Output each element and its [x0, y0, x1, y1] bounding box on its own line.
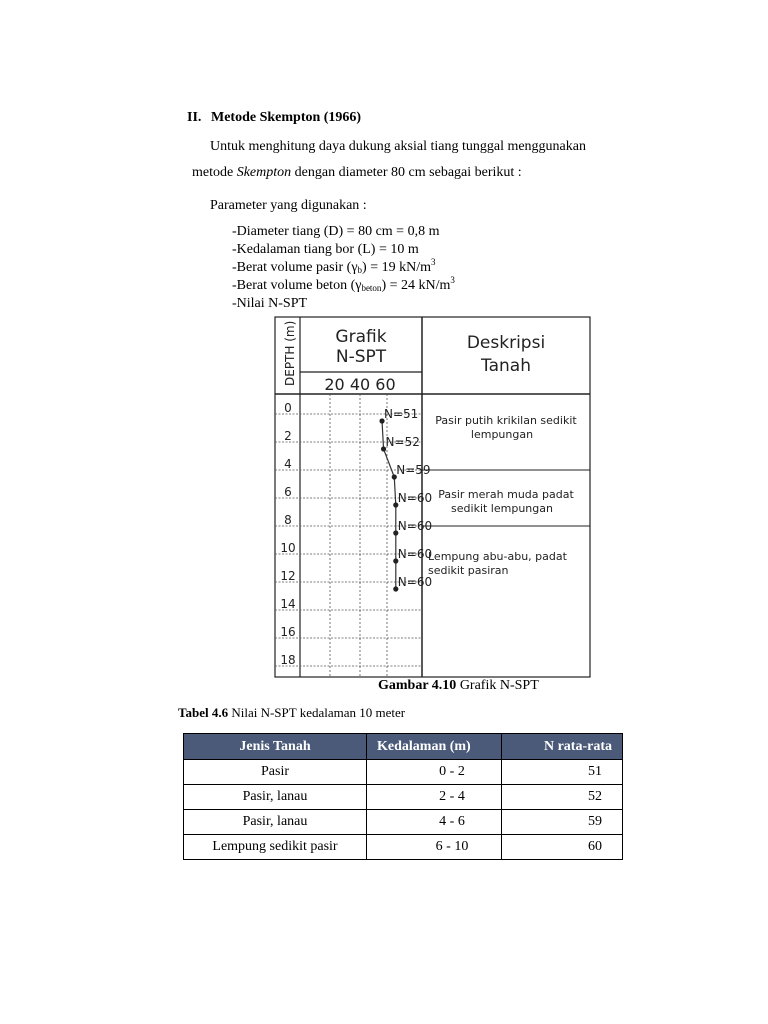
section-title: Metode Skempton (1966) — [211, 110, 362, 125]
desc-line-1: Lempung abu-abu, padat — [428, 550, 567, 563]
depth-tick-label: 18 — [280, 653, 296, 667]
nspt-point-label: N=60 — [397, 519, 433, 533]
depth-tick-label: 4 — [284, 457, 292, 471]
table-row — [184, 835, 623, 860]
desc-line-2: lempungan — [470, 428, 534, 441]
cell-n-average: 52 — [502, 785, 623, 810]
desc-line-1: Pasir putih krikilan sedikit — [435, 414, 577, 427]
cell-n-average: 59 — [502, 810, 623, 835]
table-caption-number: Tabel 4.6 — [178, 705, 229, 720]
desc-line-2: sedikit lempungan — [451, 502, 553, 515]
desc-title-line-2: Tanah — [481, 356, 531, 376]
cell-n-average: 51 — [502, 760, 623, 785]
cell-soil-type: Lempung sedikit pasir — [184, 835, 367, 860]
soil-descriptions — [422, 414, 590, 577]
intro-line-1: Untuk menghitung daya dukung aksial tiang tunggal menggunakan — [210, 139, 586, 154]
depth-tick-label: 2 — [284, 429, 292, 443]
depth-tick-label: 0 — [284, 401, 292, 415]
table-row — [184, 810, 623, 835]
graph-title-line-2: N-SPT — [335, 347, 387, 367]
section-number: II. — [187, 110, 202, 125]
intro-line-2-pre: metode — [192, 165, 237, 180]
nspt-figure — [274, 316, 592, 678]
depth-axis-label: DEPTH (m) — [283, 320, 297, 386]
nspt-scale-label: 20 40 60 — [324, 375, 396, 394]
nspt-point-label: N=60 — [397, 547, 433, 561]
depth-tick-label: 12 — [280, 569, 296, 583]
cell-depth: 0 - 2 — [367, 760, 502, 785]
params-list — [232, 223, 455, 313]
figure-caption-text: Grafik N-SPT — [456, 678, 539, 693]
intro-line-2 — [192, 163, 522, 183]
depth-tick-label: 10 — [280, 541, 296, 555]
table-row — [184, 785, 623, 810]
desc-title-line-1: Deskripsi — [466, 333, 546, 353]
header-n-average: N rata-rata — [502, 734, 623, 760]
cell-depth: 6 - 10 — [367, 835, 502, 860]
cell-depth: 2 - 4 — [367, 785, 502, 810]
param-concrete-unit-weight: -Berat volume beton $(\gamma_{beton}) = 24$ $kN/m^3$ — [232, 275, 455, 293]
cell-soil-type: Pasir, lanau — [184, 810, 367, 835]
intro-method-name: Skempton — [236, 165, 292, 180]
header-soil-type: Jenis Tanah — [184, 734, 367, 760]
nspt-point-label: N=51 — [384, 407, 419, 421]
depth-tick-label: 14 — [280, 597, 296, 611]
cell-soil-type: Pasir, lanau — [184, 785, 367, 810]
cell-n-average: 60 — [502, 835, 623, 860]
depth-tick-label: 8 — [284, 513, 292, 527]
table-caption — [178, 705, 405, 721]
desc-line-1: Pasir merah muda padat — [438, 488, 574, 501]
param-nspt: -Nilai N-SPT — [232, 296, 308, 311]
cell-depth: 4 - 6 — [367, 810, 502, 835]
figure-caption-number: Gambar 4.10 — [378, 678, 457, 693]
params-title: Parameter yang digunakan : — [210, 198, 367, 213]
depth-ticks — [280, 401, 295, 667]
nspt-point-label: N=60 — [397, 575, 433, 589]
table-row — [184, 760, 623, 785]
intro-line-2-post: dengan diameter 80 cm sebagai berikut : — [291, 165, 522, 180]
nspt-point-label: N=60 — [397, 491, 433, 505]
figure-caption — [378, 678, 539, 694]
param-diameter: -Diameter tiang (D) = 80 cm = 0,8 m — [232, 224, 440, 239]
section-heading — [187, 110, 361, 126]
param-sand-unit-weight: -Berat volume pasir $(\gamma_b) = 19$ $kN/m^3$ — [232, 257, 436, 275]
header-depth: Kedalaman (m) — [367, 734, 502, 760]
table-header-row — [184, 734, 623, 760]
depth-tick-label: 16 — [280, 625, 296, 639]
nspt-point-label: N=59 — [396, 463, 431, 477]
nspt-table — [183, 733, 623, 860]
depth-tick-label: 6 — [284, 485, 292, 499]
param-length: -Kedalaman tiang bor (L) = 10 m — [232, 242, 419, 257]
cell-soil-type: Pasir — [184, 760, 367, 785]
desc-line-2: sedikit pasiran — [428, 564, 509, 577]
nspt-point-label: N=52 — [385, 435, 420, 449]
graph-title-line-1: Grafik — [335, 327, 387, 347]
table-caption-text: Nilai N-SPT kedalaman 10 meter — [228, 705, 406, 720]
nspt-chart — [274, 316, 592, 678]
